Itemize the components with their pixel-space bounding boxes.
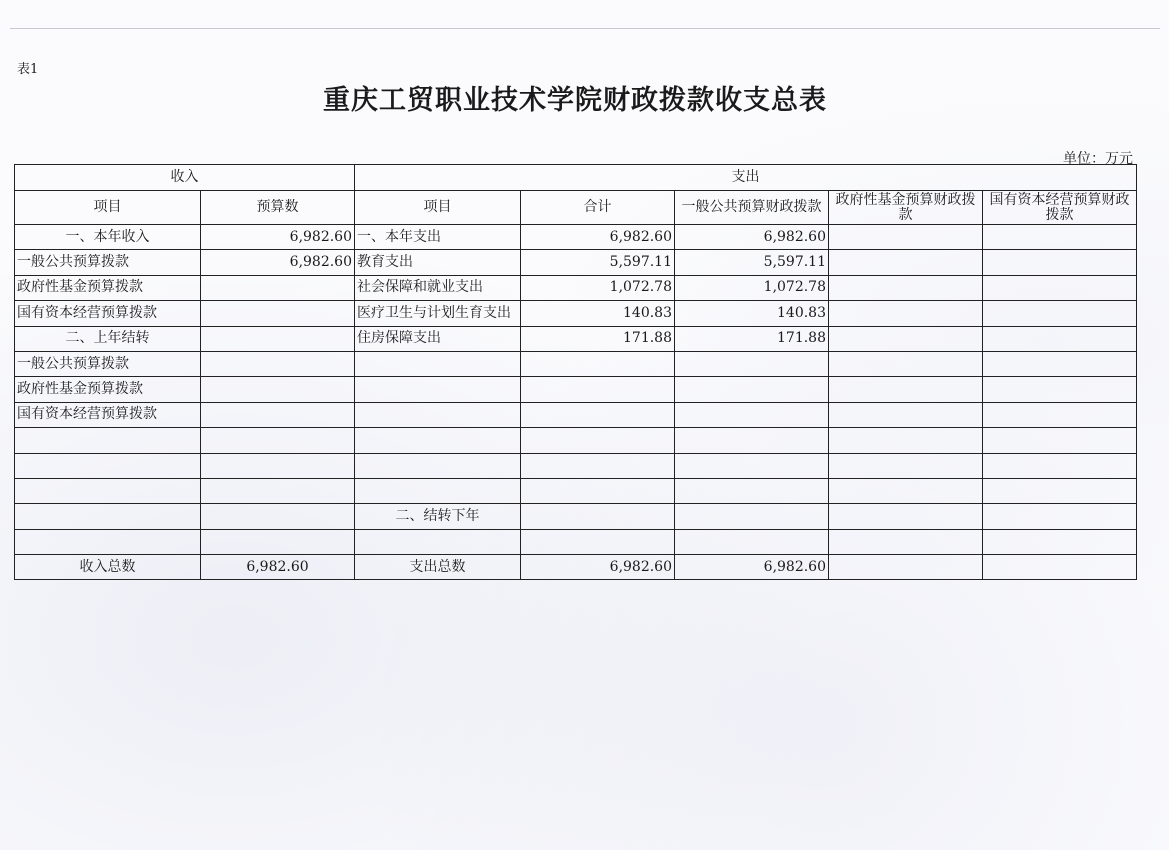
table-row [15, 351, 1137, 376]
income-item-cell: 二、上年结转 [15, 326, 201, 351]
table-row [15, 529, 1137, 554]
income-budget-cell: 6,982.60 [201, 225, 355, 250]
expense-item-cell: 二、结转下年 [355, 504, 521, 529]
table-row [15, 275, 1137, 300]
income-budget-cell [201, 529, 355, 554]
expense-total-cell [521, 529, 675, 554]
state-capital-total-value [983, 555, 1137, 580]
income-budget-cell [201, 326, 355, 351]
expense-item-cell [355, 478, 521, 503]
income-item-cell: 一般公共预算拨款 [15, 250, 201, 275]
gov-fund-cell [829, 301, 983, 326]
state-capital-cell [983, 504, 1137, 529]
income-item-cell: 一、本年收入 [15, 225, 201, 250]
income-total-label: 收入总数 [15, 555, 201, 580]
table-row [15, 504, 1137, 529]
general-public-cell [675, 453, 829, 478]
expense-total-cell [521, 377, 675, 402]
gov-fund-cell [829, 504, 983, 529]
income-budget-cell [201, 478, 355, 503]
document-title: 重庆工贸职业技术学院财政拨款收支总表 [323, 85, 827, 116]
expense-total-cell [521, 453, 675, 478]
state-capital-cell [983, 453, 1137, 478]
expense-total-cell: 1,072.78 [521, 275, 675, 300]
expense-item-cell: 一、本年支出 [355, 225, 521, 250]
income-budget-cell [201, 351, 355, 376]
income-budget-cell [201, 377, 355, 402]
table-row [15, 428, 1137, 453]
table-row [15, 250, 1137, 275]
income-item-cell [15, 428, 201, 453]
paper-top-edge [10, 28, 1160, 29]
expense-item-cell [355, 529, 521, 554]
gov-fund-cell [829, 225, 983, 250]
general-public-total-value: 6,982.60 [675, 555, 829, 580]
table-row [15, 377, 1137, 402]
general-public-cell [675, 428, 829, 453]
general-public-cell [675, 402, 829, 427]
table-row [15, 453, 1137, 478]
gov-fund-total-value [829, 555, 983, 580]
expense-item-cell [355, 428, 521, 453]
expense-total-cell [521, 504, 675, 529]
income-budget-header: 预算数 [201, 191, 355, 225]
state-capital-cell [983, 478, 1137, 503]
table-row [15, 478, 1137, 503]
state-capital-cell [983, 326, 1137, 351]
budget-summary-table [14, 164, 1137, 580]
expense-group-header: 支出 [355, 165, 1137, 191]
state-capital-cell [983, 402, 1137, 427]
income-item-header: 项目 [15, 191, 201, 225]
income-total-value: 6,982.60 [201, 555, 355, 580]
expense-total-cell [521, 478, 675, 503]
state-capital-header: 国有资本经营预算财政拨款 [983, 191, 1137, 225]
gov-fund-cell [829, 453, 983, 478]
table-row [15, 301, 1137, 326]
gov-fund-cell [829, 478, 983, 503]
expense-item-header: 项目 [355, 191, 521, 225]
state-capital-cell [983, 377, 1137, 402]
gov-fund-header: 政府性基金预算财政拨款 [829, 191, 983, 225]
general-public-cell [675, 377, 829, 402]
table-row [15, 402, 1137, 427]
expense-item-cell [355, 453, 521, 478]
state-capital-cell [983, 351, 1137, 376]
income-budget-cell [201, 301, 355, 326]
general-public-cell [675, 351, 829, 376]
gov-fund-cell [829, 428, 983, 453]
gov-fund-cell [829, 377, 983, 402]
income-budget-cell: 6,982.60 [201, 250, 355, 275]
general-public-cell [675, 529, 829, 554]
gov-fund-cell [829, 326, 983, 351]
gov-fund-cell [829, 250, 983, 275]
income-budget-cell [201, 402, 355, 427]
group-header-row [15, 165, 1137, 191]
totals-row [15, 555, 1137, 580]
income-item-cell [15, 529, 201, 554]
gov-fund-cell [829, 275, 983, 300]
income-budget-cell [201, 453, 355, 478]
expense-item-cell [355, 351, 521, 376]
expense-total-value: 6,982.60 [521, 555, 675, 580]
income-group-header: 收入 [15, 165, 355, 191]
expense-total-cell [521, 351, 675, 376]
income-item-cell: 政府性基金预算拨款 [15, 275, 201, 300]
general-public-cell: 5,597.11 [675, 250, 829, 275]
income-item-cell [15, 478, 201, 503]
expense-total-label: 支出总数 [355, 555, 521, 580]
state-capital-cell [983, 250, 1137, 275]
general-public-cell: 140.83 [675, 301, 829, 326]
gov-fund-cell [829, 402, 983, 427]
general-public-cell: 1,072.78 [675, 275, 829, 300]
income-item-cell: 国有资本经营预算拨款 [15, 301, 201, 326]
expense-total-cell: 171.88 [521, 326, 675, 351]
income-item-cell [15, 504, 201, 529]
general-public-cell: 171.88 [675, 326, 829, 351]
expense-total-cell: 5,597.11 [521, 250, 675, 275]
general-public-cell [675, 478, 829, 503]
table-number: 表1 [17, 62, 39, 77]
general-public-cell: 6,982.60 [675, 225, 829, 250]
general-public-header: 一般公共预算财政拨款 [675, 191, 829, 225]
expense-item-cell [355, 402, 521, 427]
state-capital-cell [983, 529, 1137, 554]
column-header-row [15, 191, 1137, 225]
unit-label: 单位：万元 [1063, 151, 1133, 167]
expense-total-cell [521, 402, 675, 427]
income-item-cell [15, 453, 201, 478]
table-row [15, 225, 1137, 250]
income-budget-cell [201, 275, 355, 300]
expense-item-cell: 教育支出 [355, 250, 521, 275]
general-public-cell [675, 504, 829, 529]
expense-item-cell: 住房保障支出 [355, 326, 521, 351]
expense-total-cell: 140.83 [521, 301, 675, 326]
income-budget-cell [201, 504, 355, 529]
gov-fund-cell [829, 529, 983, 554]
expense-total-cell: 6,982.60 [521, 225, 675, 250]
expense-total-cell [521, 428, 675, 453]
table-row [15, 326, 1137, 351]
state-capital-cell [983, 301, 1137, 326]
expense-item-cell: 社会保障和就业支出 [355, 275, 521, 300]
income-budget-cell [201, 428, 355, 453]
expense-item-cell [355, 377, 521, 402]
gov-fund-cell [829, 351, 983, 376]
state-capital-cell [983, 225, 1137, 250]
expense-item-cell: 医疗卫生与计划生育支出 [355, 301, 521, 326]
state-capital-cell [983, 275, 1137, 300]
expense-total-header: 合计 [521, 191, 675, 225]
income-item-cell: 一般公共预算拨款 [15, 351, 201, 376]
income-item-cell: 政府性基金预算拨款 [15, 377, 201, 402]
state-capital-cell [983, 428, 1137, 453]
income-item-cell: 国有资本经营预算拨款 [15, 402, 201, 427]
